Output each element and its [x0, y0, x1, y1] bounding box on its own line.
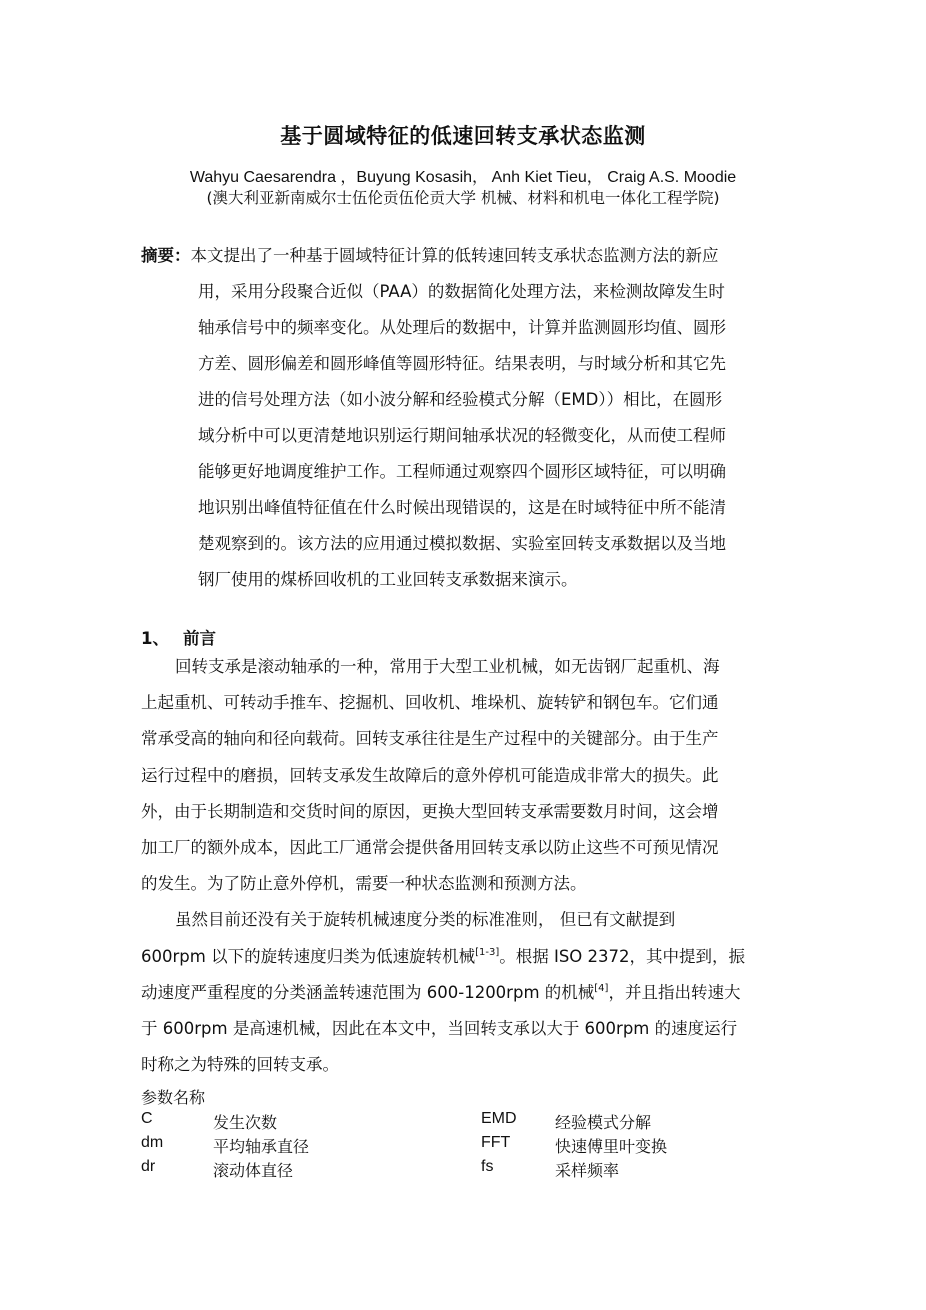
- symbol-description: 发生次数: [213, 1113, 278, 1132]
- paragraph-line: 动速度严重程度的分类涵盖转速范围为 600-1200rpm 的机械[4]，并且指出转速大: [141, 982, 741, 1002]
- abstract-line: 摘要：本文提出了一种基于圆域特征计算的低转速回转支承状态监测方法的新应: [141, 246, 719, 265]
- abstract-line: 能够更好地调度维护工作。工程师通过观察四个圆形区域特征，可以明确: [198, 462, 726, 481]
- symbol: dr: [141, 1158, 156, 1175]
- abstract-line: 地识别出峰值特征值在什么时候出现错误的，这是在时域特征中所不能清: [198, 498, 726, 517]
- paragraph-line: 上起重机、可转动手推车、挖掘机、回收机、堆垛机、旋转铲和钢包车。它们通: [141, 693, 719, 713]
- nomenclature-heading: 参数名称: [141, 1088, 206, 1107]
- nomenclature-table: [141, 1110, 789, 1182]
- paragraph-line: 的发生。为了防止意外停机，需要一种状态监测和预测方法。: [141, 874, 587, 894]
- symbol-description: 平均轴承直径: [213, 1137, 310, 1156]
- paragraph-line: 于 600rpm 是高速机械，因此在本文中，当回转支承以大于 600rpm 的速度运行: [141, 1019, 738, 1039]
- paragraph-line: 虽然目前还没有关于旋转机械速度分类的标准准则， 但已有文献提到: [175, 910, 676, 930]
- introduction-body: [141, 649, 789, 1083]
- paragraph-line: 时称之为特殊的回转支承。: [141, 1055, 339, 1075]
- abstract-label: 摘要：: [141, 246, 191, 265]
- abstract-line: 进的信号处理方法（如小波分解和经验模式分解（EMD））相比，在圆形: [198, 390, 723, 409]
- citation-ref: [1-3]: [475, 946, 500, 958]
- abstract-line: 域分析中可以更清楚地识别运行期间轴承状况的轻微变化，从而使工程师: [198, 426, 726, 445]
- nomenclature-row: [141, 1158, 789, 1182]
- paragraph-line: 运行过程中的磨损，回转支承发生故障后的意外停机可能造成非常大的损失。此: [141, 765, 719, 785]
- paragraph-line: 加工厂的额外成本，因此工厂通常会提供备用回转支承以防止这些不可预见情况: [141, 838, 719, 858]
- abstract: [141, 238, 789, 598]
- paragraph-line: 外，由于长期制造和交货时间的原因，更换大型回转支承需要数月时间，这会增: [141, 801, 719, 821]
- abstract-line: 楚观察到的。该方法的应用通过模拟数据、实验室回转支承数据以及当地: [198, 534, 726, 553]
- symbol: EMD: [481, 1110, 517, 1127]
- abstract-line: 方差、圆形偏差和圆形峰值等圆形特征。结果表明，与时域分析和其它先: [198, 354, 726, 373]
- affiliation: (澳大利亚新南威尔士伍伦贡伍伦贡大学 机械、材料和机电一体化工程学院): [206, 189, 720, 207]
- nomenclature-row: [141, 1134, 789, 1158]
- paper-title: 基于圆域特征的低速回转支承状态监测: [280, 124, 646, 148]
- paragraph-line: 常承受高的轴向和径向载荷。回转支承往往是生产过程中的关键部分。由于生产: [141, 729, 719, 749]
- symbol-description: 经验模式分解: [555, 1113, 652, 1132]
- paragraph-line: 回转支承是滚动轴承的一种，常用于大型工业机械，如无齿钢厂起重机、海: [175, 657, 720, 676]
- symbol-description: 快速傅里叶变换: [555, 1137, 668, 1156]
- nomenclature-row: [141, 1110, 789, 1134]
- symbol: C: [141, 1110, 153, 1127]
- symbol: fs: [481, 1158, 494, 1175]
- symbol: dm: [141, 1134, 164, 1151]
- symbol-description: 滚动体直径: [213, 1161, 294, 1180]
- symbol-description: 采样频率: [555, 1161, 620, 1180]
- symbol: FFT: [481, 1134, 511, 1151]
- abstract-line: 用，采用分段聚合近似（PAA）的数据简化处理方法，来检测故障发生时: [198, 282, 725, 301]
- section-heading: [141, 625, 230, 649]
- section-number: 1、: [141, 629, 169, 648]
- paragraph-line: 600rpm 以下的旋转速度归类为低速旋转机械[1-3]。根据 ISO 2372，其中提到，振: [141, 946, 746, 966]
- abstract-line: 钢厂使用的煤桥回收机的工业回转支承数据来演示。: [198, 570, 578, 589]
- section-title: 前言: [182, 629, 216, 648]
- abstract-line: 轴承信号中的频率变化。从处理后的数据中，计算并监测圆形均值、圆形: [198, 318, 726, 337]
- author-list: Wahyu Caesarendra ，Buyung Kosasih， Anh Kiet Tieu， Craig A.S. Moodie: [189, 169, 737, 186]
- citation-ref: [4]: [594, 982, 609, 994]
